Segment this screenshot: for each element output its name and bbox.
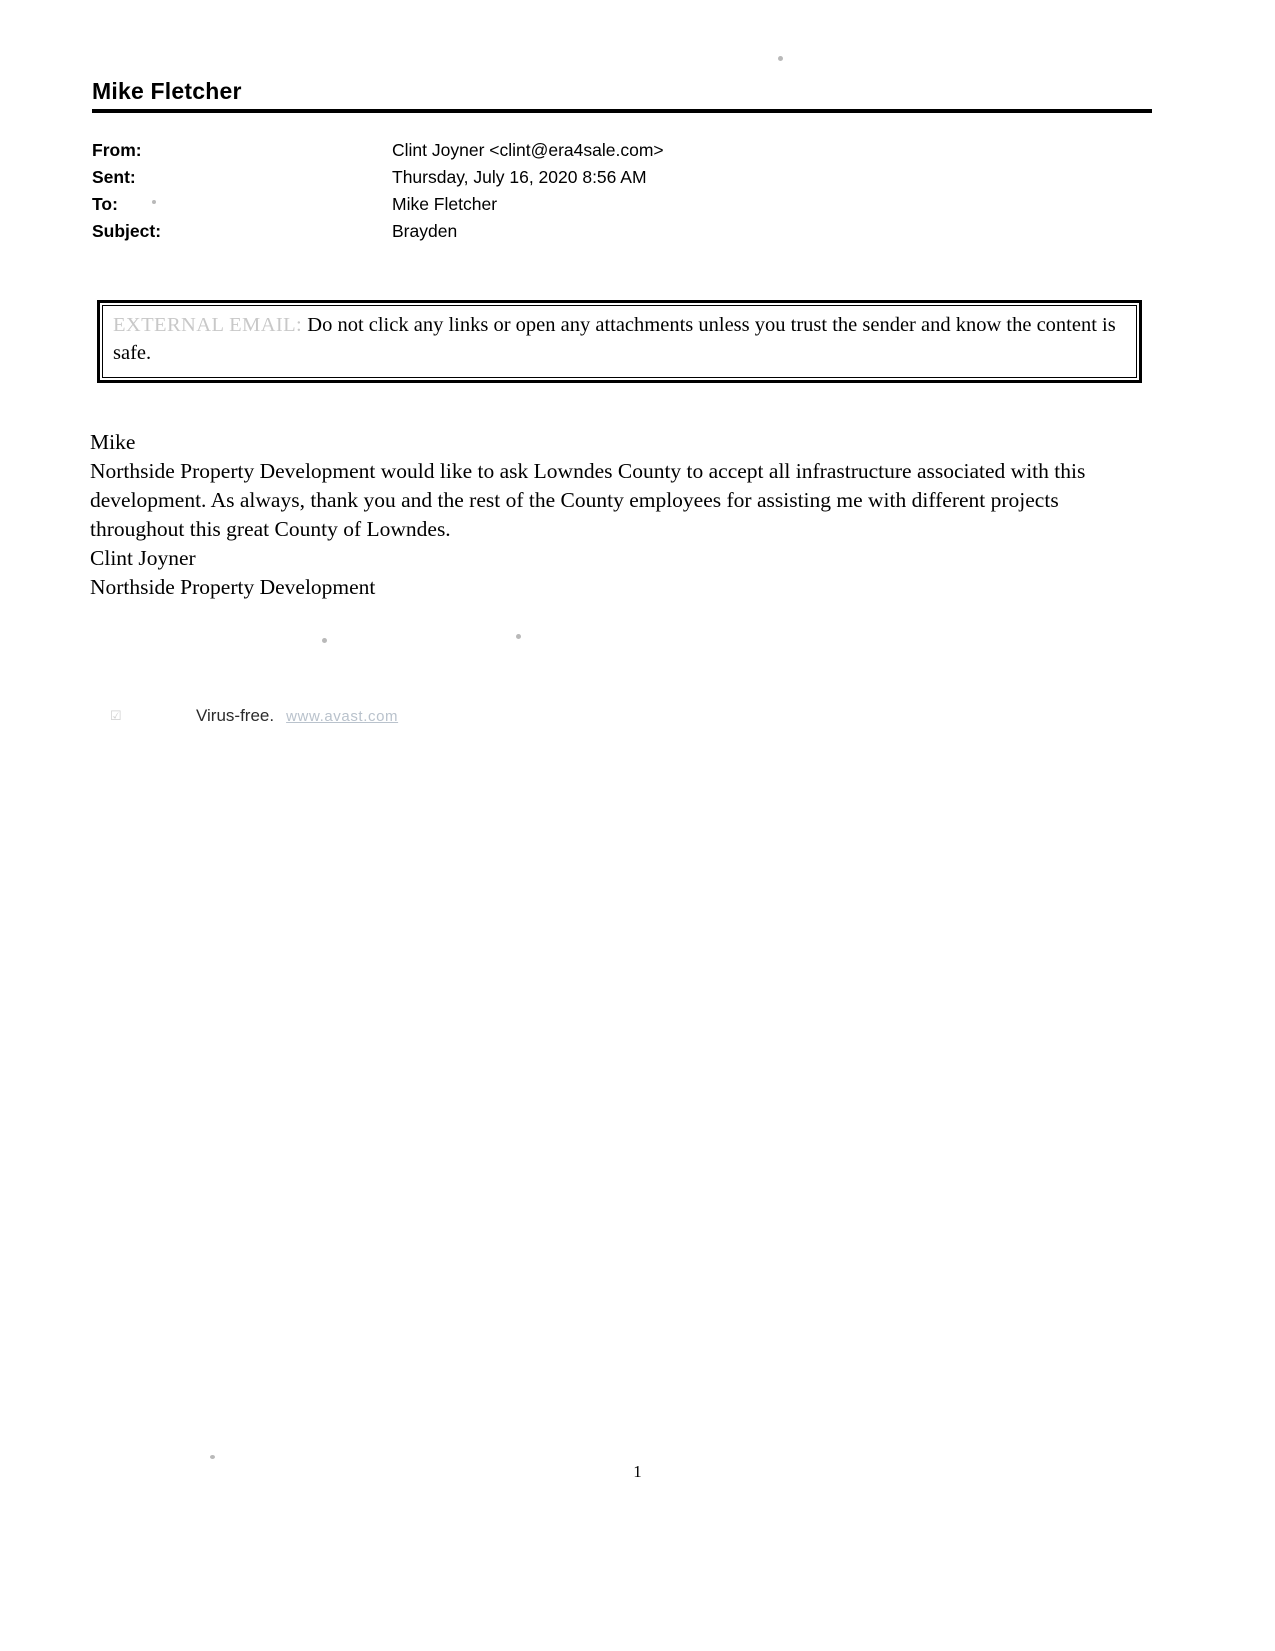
- header-divider: [92, 109, 1152, 113]
- header-value-to: Mike Fletcher: [392, 194, 498, 214]
- email-header-fields: [92, 140, 1152, 248]
- scan-artifact: [516, 634, 521, 639]
- header-value-sent: Thursday, July 16, 2020 8:56 AM: [392, 167, 647, 187]
- body-paragraph: Northside Property Development would like to ask Lowndes County to accept all infrastructure associated with this development. As always, thank you and the rest of the County employees for assisting me with different projects throughout this great County of Lowndes.: [90, 459, 1086, 542]
- external-email-banner-text: [113, 312, 1126, 367]
- header-label-to: To:: [92, 194, 118, 214]
- scan-artifact: [152, 200, 156, 204]
- external-email-banner-message: Do not click any links or open any attachments unless you trust the sender and know the content is safe.: [113, 314, 1116, 364]
- page-title: Mike Fletcher: [92, 78, 242, 104]
- external-email-banner-prefix: EXTERNAL EMAIL:: [113, 314, 303, 336]
- header-row-from: [92, 140, 1152, 167]
- virus-free-label: Virus-free.: [196, 706, 275, 725]
- header-row-to: [92, 194, 1152, 221]
- body-greeting: Mike: [90, 430, 136, 454]
- virus-free-footer: [110, 706, 398, 726]
- header-value-subject: Brayden: [392, 221, 458, 241]
- header-label-subject: Subject:: [92, 221, 162, 241]
- header-row-subject: [92, 221, 1152, 248]
- header-label-from: From:: [92, 140, 142, 160]
- external-email-banner-inner: [102, 305, 1137, 378]
- document-header: [92, 78, 1152, 113]
- signature-company: Northside Property Development: [90, 575, 376, 600]
- scan-artifact: [210, 1455, 215, 1459]
- scan-artifact: [322, 638, 327, 643]
- header-row-sent: [92, 167, 1152, 194]
- virus-free-link[interactable]: www.avast.com: [286, 707, 399, 725]
- page-number: 1: [633, 1462, 642, 1481]
- external-email-banner: [97, 300, 1142, 383]
- signature-name: Clint Joyner: [90, 546, 196, 571]
- shield-icon: ☑: [110, 708, 122, 723]
- header-value-from: Clint Joyner <clint@era4sale.com>: [392, 140, 664, 160]
- scan-artifact: [778, 56, 783, 61]
- header-label-sent: Sent:: [92, 167, 136, 187]
- email-body: [90, 428, 1150, 602]
